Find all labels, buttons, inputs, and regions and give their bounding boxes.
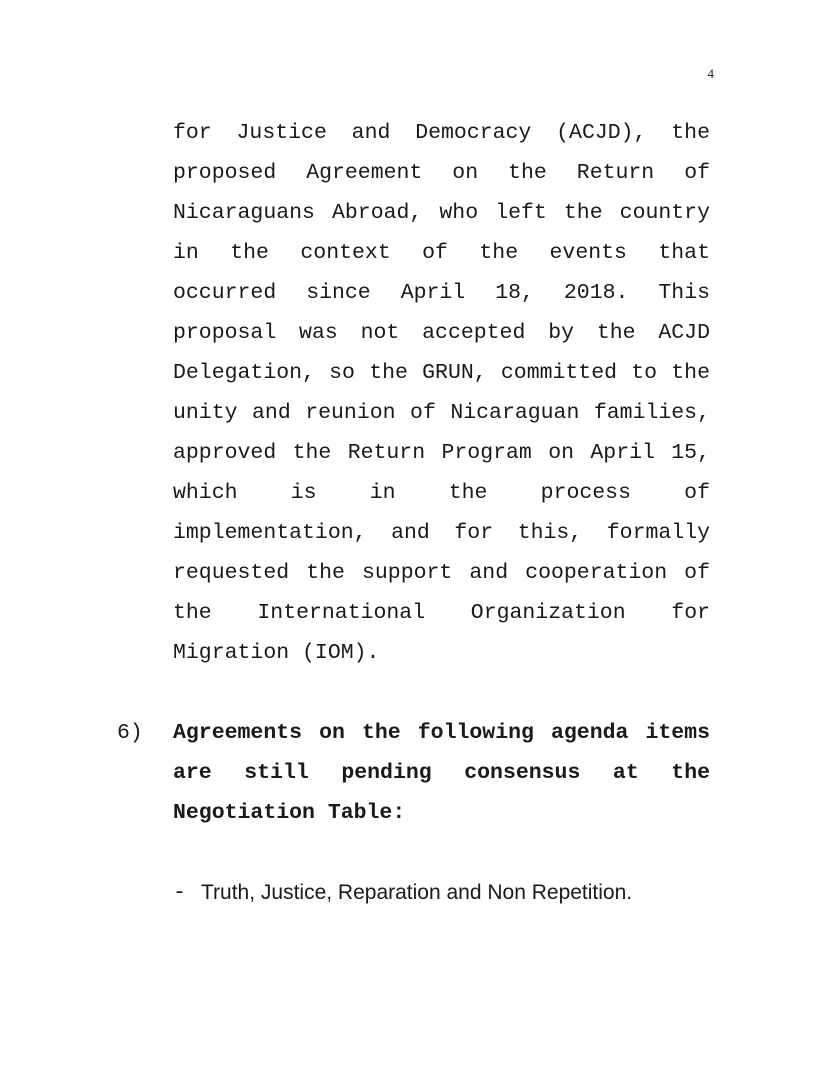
dash-bullet: - [173, 881, 186, 905]
page-number: 4 [707, 66, 714, 81]
sub-item-text: Truth, Justice, Reparation and Non Repetition. [201, 881, 633, 904]
item-number: 6) [117, 721, 143, 745]
sub-list-item [173, 873, 711, 913]
body-paragraph: for Justice and Democracy (ACJD), the proposed Agreement on the Return of Nicaraguans Abroad, who left the country in the context of the events that occurred since April 18, 2018. This proposal was not accepted by the ACJD Delegation, so the GRUN, committed to the unity and reunion of Nicaraguan families, approved the Return Program on April 15, which is in the process of implementation, and for this, formally requested the support and cooperation of the International Organization for Migration (IOM). [173, 121, 710, 665]
numbered-item [117, 713, 711, 833]
item-heading: Agreements on the following agenda items are still pending consensus at the Negotiation Table: [173, 721, 710, 825]
